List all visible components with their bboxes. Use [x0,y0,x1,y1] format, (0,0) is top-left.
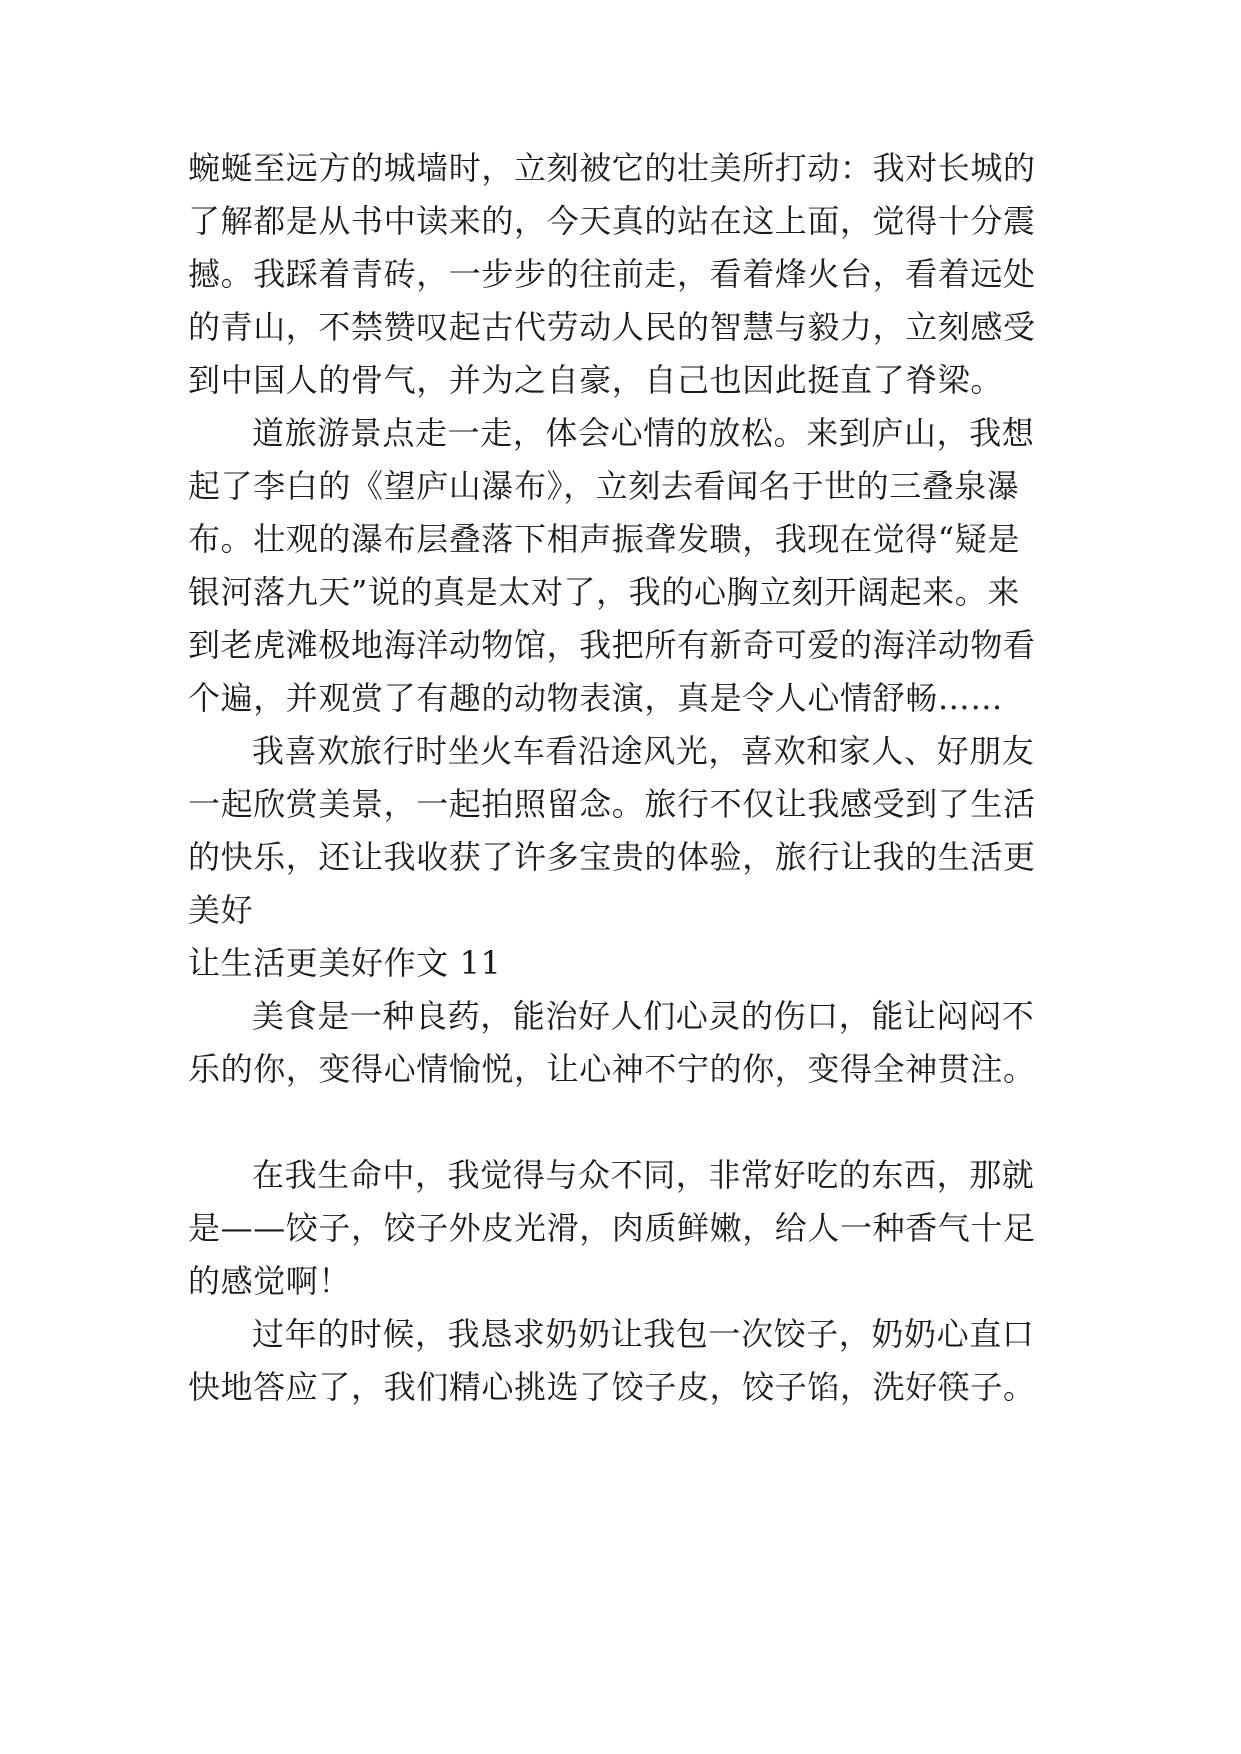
paragraph-first-line: 我喜欢旅行时坐火车看沿途风光，喜欢和家人、好朋友 [252,732,1035,770]
text-line: 了解都是从书中读来的，今天真的站在这上面，觉得十分震 [188,202,1036,240]
paragraph-first-line: 美食是一种良药，能治好人们心灵的伤口，能让闷闷不 [252,997,1035,1035]
text-line: 银河落九天”说的真是太对了，我的心胸立刻开阔起来。来 [188,573,1020,611]
text-line: 的感觉啊！ [188,1262,352,1300]
section-heading: 让生活更美好作文 11 [188,944,502,982]
paragraph-first-line: 在我生命中，我觉得与众不同，非常好吃的东西，那就 [252,1156,1035,1194]
text-line: 蜿蜒至远方的城墙时，立刻被它的壮美所打动：我对长城的 [188,149,1036,187]
text-line: 乐的你，变得心情愉悦，让心神不宁的你，变得全神贯注。 [188,1050,1036,1088]
text-line: 布。壮观的瀑布层叠落下相声振聋发聩，我现在觉得“疑是 [188,520,1020,558]
text-line: 个遍，并观赏了有趣的动物表演，真是令人心情舒畅…… [188,679,1004,717]
text-line: 到老虎滩极地海洋动物馆，我把所有新奇可爱的海洋动物看 [188,626,1036,664]
text-line: 是——饺子，饺子外皮光滑，肉质鲜嫩，给人一种香气十足 [188,1209,1036,1247]
text-line: 起了李白的《望庐山瀑布》，立刻去看闻名于世的三叠泉瀑 [188,467,1020,505]
paragraph-first-line: 道旅游景点走一走，体会心情的放松。来到庐山，我想 [252,414,1035,452]
text-line: 到中国人的骨气，并为之自豪，自己也因此挺直了脊梁。 [188,361,1004,399]
text-line: 的青山，不禁赞叹起古代劳动人民的智慧与毅力，立刻感受 [188,308,1036,346]
text-line: 美好 [188,891,254,929]
paragraph-first-line: 过年的时候，我恳求奶奶让我包一次饺子，奶奶心直口 [252,1315,1035,1353]
text-line: 撼。我踩着青砖，一步步的往前走，看着烽火台，看着远处 [188,255,1036,293]
text-line: 的快乐，还让我收获了许多宝贵的体验，旅行让我的生活更 [188,838,1036,876]
text-line: 一起欣赏美景，一起拍照留念。旅行不仅让我感受到了生活 [188,785,1036,823]
text-line: 快地答应了，我们精心挑选了饺子皮，饺子馅，洗好筷子。 [188,1368,1036,1406]
